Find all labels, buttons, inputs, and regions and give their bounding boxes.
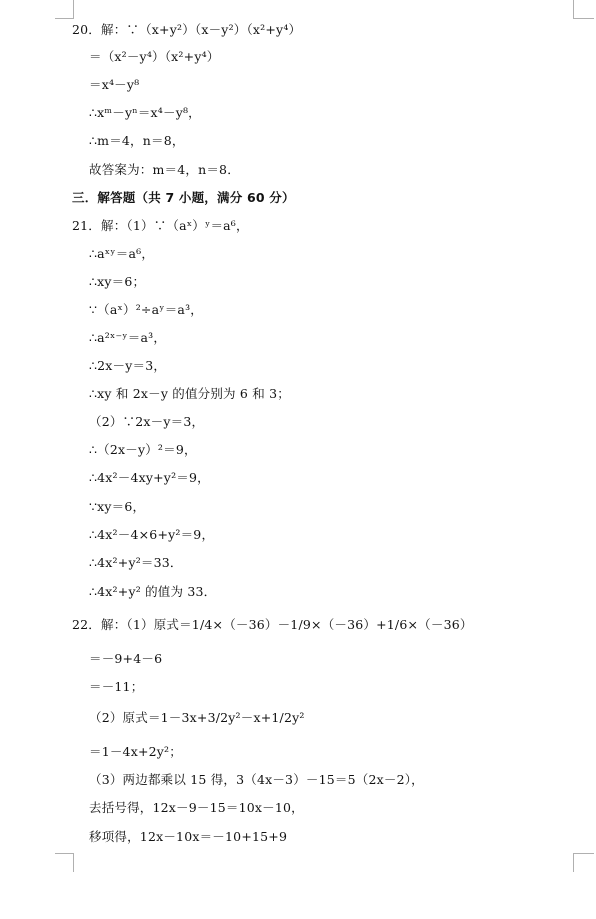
q22-line-2: ＝－9+4－6 [89, 651, 163, 666]
q21-line-5: ∴a²ˣ⁻ʸ＝a³， [89, 330, 167, 345]
q22-line-6: （3）两边都乘以 15 得，3（4x－3）－15＝5（2x－2）， [89, 772, 424, 787]
q21-line-13: ∴4x²+y²＝33． [89, 555, 183, 570]
q20-line-1: 20．解：∵（x+y²）（x－y²）（x²+y⁴） [72, 22, 302, 37]
q21-line-11: ∵xy＝6， [89, 499, 146, 514]
q20-line-5: ∴m＝4，n＝8， [89, 133, 185, 148]
q21-line-6: ∴2x－y＝3， [89, 358, 167, 373]
q22-line-3: ＝－11； [89, 679, 144, 694]
q21-line-4: ∵（aˣ）²÷aʸ＝a³， [89, 302, 203, 317]
q21-line-1: 21．解：（1）∵（aˣ）ʸ＝a⁶， [72, 218, 249, 233]
q22-line-5: ＝1－4x+2y²； [89, 744, 182, 759]
q22-line-1: 22．解：（1）原式＝1/4×（－36）－1/9×（－36）+1/6×（－36） [72, 617, 473, 632]
q21-line-9: ∴（2x－y）²＝9， [89, 442, 197, 457]
q21-line-14: ∴4x²+y² 的值为 33． [89, 584, 217, 599]
q21-line-2: ∴aˣʸ＝a⁶， [89, 246, 155, 261]
crop-mark-top-right [573, 0, 594, 19]
crop-mark-top-left [55, 0, 74, 19]
q20-answer: 故答案为：m＝4，n＝8． [89, 162, 240, 177]
q21-line-8: （2）∵2x－y＝3， [89, 414, 205, 429]
q21-line-3: ∴xy＝6； [89, 274, 146, 289]
section-heading: 三．解答题（共 7 小题，满分 60 分） [72, 190, 295, 205]
q20-line-2: ＝（x²－y⁴）（x²+y⁴） [89, 49, 220, 64]
q22-line-4: （2）原式＝1－3x+3/2y²－x+1/2y² [89, 710, 305, 725]
q21-line-7: ∴xy 和 2x－y 的值分别为 6 和 3； [89, 386, 290, 401]
q22-line-8: 移项得，12x－10x＝－10+15+9 [89, 829, 288, 844]
crop-mark-bottom-left [55, 853, 74, 872]
q21-line-12: ∴4x²－4×6+y²＝9， [89, 527, 215, 542]
q20-line-4: ∴xᵐ－yⁿ＝x⁴－y⁸， [89, 105, 201, 120]
crop-mark-bottom-right [573, 853, 594, 872]
q21-line-10: ∴4x²－4xy+y²＝9， [89, 470, 210, 485]
q22-line-7: 去括号得，12x－9－15＝10x－10， [89, 800, 304, 815]
q20-line-3: ＝x⁴－y⁸ [89, 77, 140, 92]
